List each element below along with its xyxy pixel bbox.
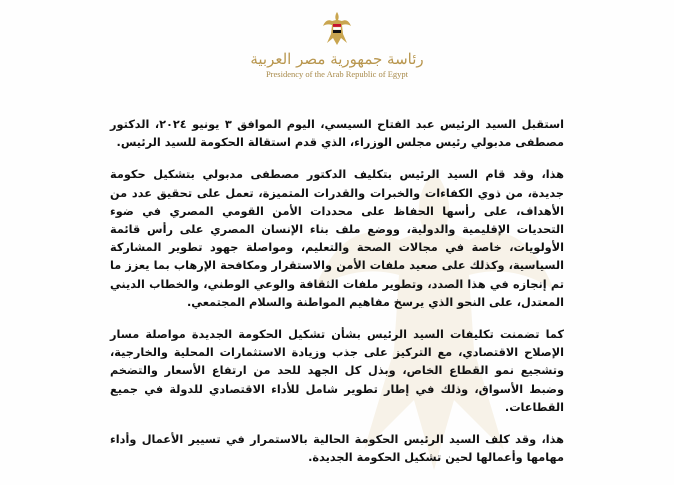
eagle-of-saladin-icon [322, 10, 352, 46]
english-letterhead-title: Presidency of the Arab Republic of Egypt [265, 69, 409, 79]
arabic-letterhead-title: رئاسة جمهورية مصر العربية [250, 50, 424, 68]
paragraph-4: هذا، وقد كلف السيد الرئيس الحكومة الحالية بالاستمرار في تسيير الأعمال وأداء مهامها وأعمالها لحين تشكيل الحكومة الجديدة. [110, 433, 564, 465]
paragraph-2: هذا، وقد قام السيد الرئيس بتكليف الدكتور مصطفى مدبولي بتشكيل حكومة جديدة، من ذوي الكفاءات والخبرات والقدرات المتميزة، تعمل على تحقيق عدد من الأهداف، على رأسها الحفاظ على محددات الأمن القومي المصري في ضوء التحديات الإقليمية والدولية، ووضع ملف بناء الإنسان المصري على رأس قائمة الأولويات، خاصة في مجالات الصحة والتعليم، ومواصلة جهود تطوير المشاركة السياسية، وكذلك على صعيد ملفات الأمن والاستقرار ومكافحة الإرهاب بما يعزز ما تم إنجازه في هذا الصدد، وتطوير ملفات الثقافة والوعي الوطني، والخطاب الديني المعتدل، على النحو الذي يرسخ مفاهيم المواطنة والسلام المجتمعي. [110, 168, 564, 309]
statement-body [110, 116, 564, 481]
paragraph-1: استقبل السيد الرئيس عبد الفتاح السيسي، اليوم الموافق ٣ يونيو ٢٠٢٤، الدكتور مصطفى مدبولي رئيس مجلس الوزراء، الذي قدم استقالة الحكومة للسيد الرئيس. [110, 118, 564, 150]
letterhead [0, 10, 674, 79]
paragraph-3: كما تضمنت تكليفات السيد الرئيس بشأن تشكيل الحكومة الجديدة مواصلة مسار الإصلاح الاقتصادي، مع التركيز على جذب وزيادة الاستثمارات المحلية والخارجية، وتشجيع نمو القطاع الخاص، وبذل كل الجهد للحد من ارتفاع الأسعار والتضخم وضبط الأسواق، وذلك في إطار تطوير شامل للأداء الاقتصادي للدولة في جميع القطاعات. [110, 328, 564, 414]
